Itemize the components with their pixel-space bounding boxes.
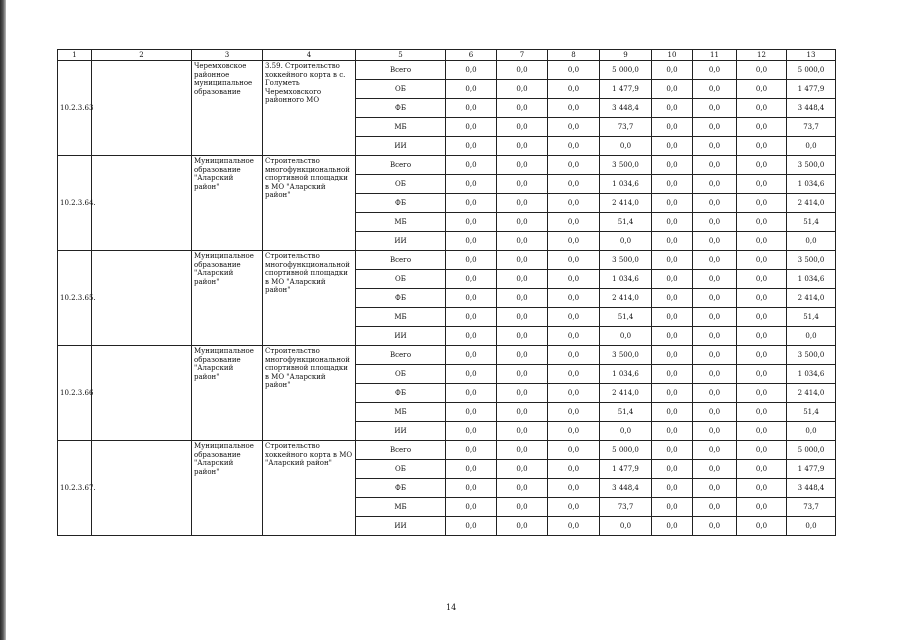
amount-cell: 0,0 <box>787 137 836 156</box>
amount-cell: 0,0 <box>737 346 787 365</box>
amount-cell: 1 477,9 <box>600 80 652 99</box>
column-header-5: 5 <box>356 50 446 61</box>
amount-cell: 0,0 <box>446 251 497 270</box>
amount-cell: 0,0 <box>548 80 600 99</box>
amount-cell: 0,0 <box>548 61 600 80</box>
amount-cell: 0,0 <box>548 194 600 213</box>
column-header-3: 3 <box>192 50 263 61</box>
measure-number: 10.2.3.63 <box>58 61 92 156</box>
amount-cell: 1 034,6 <box>600 175 652 194</box>
amount-cell: 0,0 <box>497 99 548 118</box>
amount-cell: 0,0 <box>497 61 548 80</box>
amount-cell: 0,0 <box>737 251 787 270</box>
column-header-2: 2 <box>92 50 192 61</box>
amount-cell: 0,0 <box>446 517 497 536</box>
funding-source-cell: ФБ <box>356 194 446 213</box>
amount-cell: 0,0 <box>652 327 693 346</box>
funding-source-cell: ОБ <box>356 175 446 194</box>
amount-cell: 51,4 <box>787 403 836 422</box>
amount-cell: 0,0 <box>693 156 737 175</box>
amount-cell: 3 500,0 <box>787 346 836 365</box>
amount-cell: 0,0 <box>737 422 787 441</box>
amount-cell: 73,7 <box>600 498 652 517</box>
amount-cell: 73,7 <box>600 118 652 137</box>
amount-cell: 0,0 <box>652 251 693 270</box>
column-2-cell <box>92 156 192 251</box>
funding-source-cell: ФБ <box>356 479 446 498</box>
amount-cell: 5 000,0 <box>787 61 836 80</box>
amount-cell: 0,0 <box>693 251 737 270</box>
amount-cell: 0,0 <box>693 270 737 289</box>
municipality-cell: Черемховское районное муниципальное образование <box>192 61 263 156</box>
municipality-cell: Муниципальное образование "Аларский район" <box>192 441 263 536</box>
table-row <box>58 61 836 80</box>
amount-cell: 0,0 <box>737 403 787 422</box>
funding-source-cell: ИИ <box>356 517 446 536</box>
amount-cell: 0,0 <box>693 403 737 422</box>
amount-cell: 0,0 <box>548 479 600 498</box>
amount-cell: 0,0 <box>446 194 497 213</box>
amount-cell: 0,0 <box>446 308 497 327</box>
amount-cell: 2 414,0 <box>787 384 836 403</box>
funding-source-cell: ФБ <box>356 384 446 403</box>
project-description-cell: 3.59. Строительство хоккейного корта в с. Голуметь Черемховского районного МО <box>263 61 356 156</box>
amount-cell: 0,0 <box>497 460 548 479</box>
amount-cell: 0,0 <box>737 289 787 308</box>
amount-cell: 0,0 <box>497 289 548 308</box>
amount-cell: 0,0 <box>737 479 787 498</box>
amount-cell: 0,0 <box>548 118 600 137</box>
amount-cell: 0,0 <box>652 270 693 289</box>
amount-cell: 0,0 <box>693 137 737 156</box>
amount-cell: 0,0 <box>693 498 737 517</box>
amount-cell: 0,0 <box>446 61 497 80</box>
amount-cell: 0,0 <box>548 384 600 403</box>
amount-cell: 0,0 <box>737 327 787 346</box>
funding-source-cell: Всего <box>356 156 446 175</box>
amount-cell: 0,0 <box>497 479 548 498</box>
amount-cell: 2 414,0 <box>787 194 836 213</box>
amount-cell: 0,0 <box>737 384 787 403</box>
amount-cell: 0,0 <box>497 517 548 536</box>
column-header-12: 12 <box>737 50 787 61</box>
amount-cell: 0,0 <box>446 498 497 517</box>
amount-cell: 5 000,0 <box>787 441 836 460</box>
amount-cell: 3 448,4 <box>600 479 652 498</box>
amount-cell: 0,0 <box>693 80 737 99</box>
amount-cell: 0,0 <box>548 441 600 460</box>
amount-cell: 0,0 <box>548 308 600 327</box>
table-body <box>58 61 836 536</box>
amount-cell: 0,0 <box>652 194 693 213</box>
column-2-cell <box>92 441 192 536</box>
amount-cell: 0,0 <box>737 498 787 517</box>
municipality-cell: Муниципальное образование "Аларский район" <box>192 156 263 251</box>
amount-cell: 0,0 <box>693 232 737 251</box>
column-header-10: 10 <box>652 50 693 61</box>
amount-cell: 0,0 <box>497 384 548 403</box>
amount-cell: 2 414,0 <box>600 289 652 308</box>
amount-cell: 2 414,0 <box>600 194 652 213</box>
amount-cell: 0,0 <box>446 346 497 365</box>
amount-cell: 0,0 <box>548 270 600 289</box>
amount-cell: 0,0 <box>737 270 787 289</box>
amount-cell: 0,0 <box>693 422 737 441</box>
amount-cell: 0,0 <box>693 194 737 213</box>
funding-source-cell: МБ <box>356 403 446 422</box>
amount-cell: 0,0 <box>548 346 600 365</box>
column-2-cell <box>92 251 192 346</box>
amount-cell: 0,0 <box>446 175 497 194</box>
amount-cell: 0,0 <box>446 441 497 460</box>
amount-cell: 0,0 <box>652 460 693 479</box>
amount-cell: 73,7 <box>787 118 836 137</box>
funding-source-cell: ИИ <box>356 232 446 251</box>
amount-cell: 0,0 <box>652 137 693 156</box>
amount-cell: 0,0 <box>548 403 600 422</box>
amount-cell: 0,0 <box>497 441 548 460</box>
amount-cell: 0,0 <box>693 517 737 536</box>
amount-cell: 0,0 <box>652 308 693 327</box>
amount-cell: 0,0 <box>737 308 787 327</box>
column-header-9: 9 <box>600 50 652 61</box>
amount-cell: 2 414,0 <box>600 384 652 403</box>
amount-cell: 0,0 <box>652 384 693 403</box>
funding-source-cell: ОБ <box>356 460 446 479</box>
amount-cell: 0,0 <box>497 308 548 327</box>
amount-cell: 0,0 <box>787 517 836 536</box>
table-row <box>58 251 836 270</box>
amount-cell: 0,0 <box>737 118 787 137</box>
table-row <box>58 441 836 460</box>
column-2-cell <box>92 61 192 156</box>
amount-cell: 0,0 <box>548 251 600 270</box>
amount-cell: 1 034,6 <box>787 365 836 384</box>
amount-cell: 0,0 <box>600 232 652 251</box>
measure-number: 10.2.3.66 <box>58 346 92 441</box>
amount-cell: 3 448,4 <box>600 99 652 118</box>
amount-cell: 3 500,0 <box>600 251 652 270</box>
amount-cell: 0,0 <box>446 422 497 441</box>
amount-cell: 0,0 <box>497 156 548 175</box>
amount-cell: 5 000,0 <box>600 61 652 80</box>
amount-cell: 0,0 <box>693 61 737 80</box>
amount-cell: 0,0 <box>737 99 787 118</box>
funding-source-cell: МБ <box>356 308 446 327</box>
amount-cell: 0,0 <box>497 270 548 289</box>
amount-cell: 0,0 <box>548 460 600 479</box>
amount-cell: 3 448,4 <box>787 99 836 118</box>
amount-cell: 1 034,6 <box>600 270 652 289</box>
amount-cell: 0,0 <box>548 365 600 384</box>
amount-cell: 0,0 <box>652 479 693 498</box>
amount-cell: 0,0 <box>548 232 600 251</box>
funding-source-cell: ФБ <box>356 289 446 308</box>
amount-cell: 0,0 <box>652 61 693 80</box>
amount-cell: 0,0 <box>497 194 548 213</box>
funding-source-cell: ОБ <box>356 80 446 99</box>
amount-cell: 51,4 <box>787 213 836 232</box>
amount-cell: 1 477,9 <box>787 460 836 479</box>
amount-cell: 0,0 <box>693 327 737 346</box>
amount-cell: 0,0 <box>497 118 548 137</box>
scan-left-edge <box>0 0 6 640</box>
amount-cell: 0,0 <box>497 232 548 251</box>
amount-cell: 0,0 <box>652 118 693 137</box>
amount-cell: 51,4 <box>600 213 652 232</box>
amount-cell: 0,0 <box>737 213 787 232</box>
amount-cell: 51,4 <box>600 308 652 327</box>
amount-cell: 0,0 <box>446 270 497 289</box>
funding-source-cell: Всего <box>356 346 446 365</box>
column-header-4: 4 <box>263 50 356 61</box>
amount-cell: 0,0 <box>446 137 497 156</box>
funding-source-cell: ФБ <box>356 99 446 118</box>
amount-cell: 0,0 <box>737 80 787 99</box>
amount-cell: 0,0 <box>600 327 652 346</box>
column-header-11: 11 <box>693 50 737 61</box>
amount-cell: 0,0 <box>446 289 497 308</box>
amount-cell: 0,0 <box>693 479 737 498</box>
column-header-7: 7 <box>497 50 548 61</box>
amount-cell: 0,0 <box>497 346 548 365</box>
amount-cell: 1 034,6 <box>787 175 836 194</box>
table-row <box>58 346 836 365</box>
amount-cell: 0,0 <box>548 175 600 194</box>
amount-cell: 1 477,9 <box>600 460 652 479</box>
amount-cell: 0,0 <box>787 422 836 441</box>
column-number-header-row <box>58 50 836 61</box>
amount-cell: 0,0 <box>737 137 787 156</box>
amount-cell: 0,0 <box>693 213 737 232</box>
funding-source-cell: МБ <box>356 498 446 517</box>
funding-source-cell: ИИ <box>356 422 446 441</box>
amount-cell: 0,0 <box>548 327 600 346</box>
amount-cell: 0,0 <box>652 99 693 118</box>
amount-cell: 1 477,9 <box>787 80 836 99</box>
funding-source-cell: ОБ <box>356 365 446 384</box>
column-header-8: 8 <box>548 50 600 61</box>
amount-cell: 0,0 <box>446 479 497 498</box>
column-header-1: 1 <box>58 50 92 61</box>
amount-cell: 0,0 <box>548 498 600 517</box>
amount-cell: 3 500,0 <box>600 156 652 175</box>
amount-cell: 0,0 <box>446 80 497 99</box>
amount-cell: 0,0 <box>446 384 497 403</box>
amount-cell: 0,0 <box>737 61 787 80</box>
amount-cell: 0,0 <box>693 99 737 118</box>
amount-cell: 0,0 <box>693 365 737 384</box>
amount-cell: 0,0 <box>600 517 652 536</box>
amount-cell: 0,0 <box>737 517 787 536</box>
municipality-cell: Муниципальное образование "Аларский район" <box>192 251 263 346</box>
amount-cell: 0,0 <box>737 194 787 213</box>
amount-cell: 0,0 <box>737 232 787 251</box>
amount-cell: 0,0 <box>497 251 548 270</box>
amount-cell: 51,4 <box>787 308 836 327</box>
funding-source-cell: Всего <box>356 441 446 460</box>
amount-cell: 51,4 <box>600 403 652 422</box>
table-row <box>58 156 836 175</box>
amount-cell: 0,0 <box>446 460 497 479</box>
amount-cell: 0,0 <box>652 498 693 517</box>
amount-cell: 0,0 <box>652 213 693 232</box>
amount-cell: 3 448,4 <box>787 479 836 498</box>
amount-cell: 0,0 <box>548 213 600 232</box>
amount-cell: 0,0 <box>652 403 693 422</box>
measure-number: 10.2.3.67. <box>58 441 92 536</box>
project-description-cell: Строительство многофункциональной спортивной площадки в МО "Аларский район" <box>263 156 356 251</box>
municipality-cell: Муниципальное образование "Аларский район" <box>192 346 263 441</box>
amount-cell: 1 034,6 <box>787 270 836 289</box>
amount-cell: 0,0 <box>548 99 600 118</box>
amount-cell: 0,0 <box>497 403 548 422</box>
amount-cell: 3 500,0 <box>787 251 836 270</box>
funding-source-cell: ОБ <box>356 270 446 289</box>
amount-cell: 0,0 <box>652 232 693 251</box>
amount-cell: 0,0 <box>693 118 737 137</box>
amount-cell: 0,0 <box>693 289 737 308</box>
amount-cell: 0,0 <box>446 118 497 137</box>
amount-cell: 5 000,0 <box>600 441 652 460</box>
funding-source-cell: ИИ <box>356 137 446 156</box>
amount-cell: 0,0 <box>737 156 787 175</box>
funding-source-cell: МБ <box>356 118 446 137</box>
amount-cell: 0,0 <box>497 327 548 346</box>
project-description-cell: Строительство многофункциональной спортивной площадки в МО "Аларский район" <box>263 346 356 441</box>
amount-cell: 0,0 <box>652 289 693 308</box>
funding-source-cell: ИИ <box>356 327 446 346</box>
amount-cell: 0,0 <box>548 156 600 175</box>
amount-cell: 0,0 <box>497 365 548 384</box>
amount-cell: 0,0 <box>652 365 693 384</box>
amount-cell: 0,0 <box>737 365 787 384</box>
project-description-cell: Строительство многофункциональной спортивной площадки в МО "Аларский район" <box>263 251 356 346</box>
amount-cell: 0,0 <box>548 422 600 441</box>
amount-cell: 0,0 <box>652 422 693 441</box>
column-header-6: 6 <box>446 50 497 61</box>
amount-cell: 0,0 <box>693 384 737 403</box>
amount-cell: 0,0 <box>737 460 787 479</box>
funding-source-cell: Всего <box>356 61 446 80</box>
amount-cell: 0,0 <box>652 441 693 460</box>
funding-source-cell: Всего <box>356 251 446 270</box>
amount-cell: 0,0 <box>446 99 497 118</box>
amount-cell: 0,0 <box>548 137 600 156</box>
amount-cell: 0,0 <box>652 517 693 536</box>
amount-cell: 0,0 <box>652 80 693 99</box>
amount-cell: 0,0 <box>497 422 548 441</box>
amount-cell: 0,0 <box>737 175 787 194</box>
amount-cell: 0,0 <box>446 365 497 384</box>
amount-cell: 0,0 <box>497 213 548 232</box>
amount-cell: 0,0 <box>446 232 497 251</box>
amount-cell: 0,0 <box>600 422 652 441</box>
measure-number: 10.2.3.64. <box>58 156 92 251</box>
amount-cell: 0,0 <box>497 175 548 194</box>
amount-cell: 0,0 <box>787 327 836 346</box>
amount-cell: 1 034,6 <box>600 365 652 384</box>
program-funding-table <box>57 49 836 536</box>
amount-cell: 0,0 <box>652 346 693 365</box>
amount-cell: 0,0 <box>693 346 737 365</box>
amount-cell: 0,0 <box>787 232 836 251</box>
funding-source-cell: МБ <box>356 213 446 232</box>
page-number: 14 <box>446 603 457 612</box>
amount-cell: 0,0 <box>497 137 548 156</box>
amount-cell: 0,0 <box>497 80 548 99</box>
amount-cell: 0,0 <box>737 441 787 460</box>
amount-cell: 0,0 <box>652 175 693 194</box>
amount-cell: 3 500,0 <box>787 156 836 175</box>
project-description-cell: Строительство хоккейного корта в МО "Аларский район" <box>263 441 356 536</box>
amount-cell: 0,0 <box>693 175 737 194</box>
amount-cell: 0,0 <box>693 308 737 327</box>
amount-cell: 0,0 <box>652 156 693 175</box>
column-2-cell <box>92 346 192 441</box>
amount-cell: 0,0 <box>693 441 737 460</box>
amount-cell: 0,0 <box>446 156 497 175</box>
amount-cell: 2 414,0 <box>787 289 836 308</box>
amount-cell: 0,0 <box>446 327 497 346</box>
column-header-13: 13 <box>787 50 836 61</box>
amount-cell: 0,0 <box>600 137 652 156</box>
measure-number: 10.2.3.65. <box>58 251 92 346</box>
amount-cell: 0,0 <box>446 403 497 422</box>
amount-cell: 0,0 <box>693 460 737 479</box>
amount-cell: 3 500,0 <box>600 346 652 365</box>
amount-cell: 0,0 <box>548 289 600 308</box>
amount-cell: 0,0 <box>548 517 600 536</box>
amount-cell: 73,7 <box>787 498 836 517</box>
amount-cell: 0,0 <box>497 498 548 517</box>
amount-cell: 0,0 <box>446 213 497 232</box>
